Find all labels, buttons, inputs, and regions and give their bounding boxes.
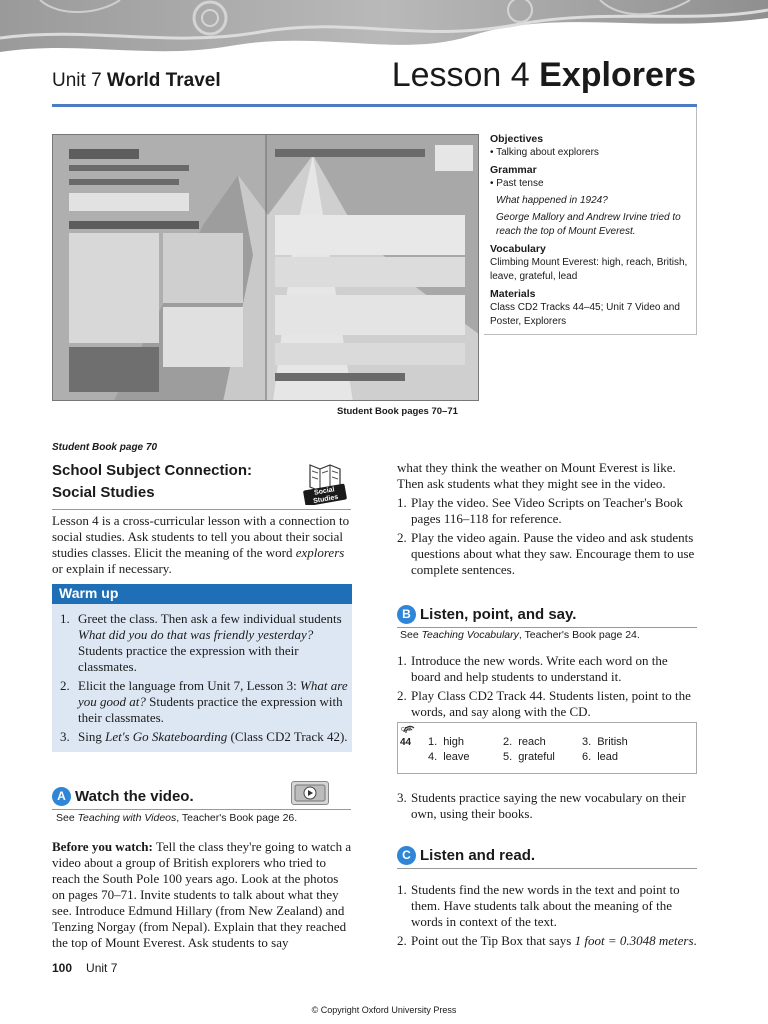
vocabulary-heading: Vocabulary <box>490 243 546 255</box>
section-b-step <box>397 653 697 685</box>
student-book-page-ref: Student Book page 70 <box>52 442 158 453</box>
section-b-badge: B <box>397 605 416 624</box>
section-c-title: Listen and read. <box>420 847 536 864</box>
intro-paragraph <box>52 513 350 577</box>
section-a-heading <box>52 787 194 806</box>
section-b-step <box>397 790 697 822</box>
section-a-reference <box>56 812 297 824</box>
video-continued-block <box>397 460 697 581</box>
reference-emphasis: Teaching Vocabulary <box>421 629 519 641</box>
warm-up-list <box>52 604 352 745</box>
objective-item: • Talking about explorers <box>490 147 599 158</box>
section-b-steps <box>397 653 697 723</box>
reference-text: , Teacher's Book page 24. <box>518 629 640 641</box>
video-steps-list <box>397 495 697 578</box>
step-text: Play the video again. Pause the video and ask students questions about what they saw. Encourage them to use complete sentences. <box>411 530 695 577</box>
before-you-watch-paragraph <box>52 839 352 951</box>
reference-text: See <box>400 629 422 641</box>
step-number: 2. <box>397 933 407 948</box>
vocabulary-word-number: 2. <box>503 736 513 748</box>
social-studies-map-icon <box>302 461 348 505</box>
step-text: Sing <box>78 729 106 744</box>
section-a-rule <box>52 809 351 810</box>
page-footer <box>52 961 117 975</box>
section-b-steps-continued <box>397 790 697 822</box>
section-c-step <box>397 882 697 930</box>
subject-connection-title-line-2: Social Studies <box>52 484 155 501</box>
section-c-step <box>397 933 697 949</box>
section-c-badge: C <box>397 846 416 865</box>
step-emphasis: 1 foot = 0.3048 meters <box>574 933 694 948</box>
step-text: Play Class CD2 Track 44. Students listen, point to the words, and say along with the CD. <box>411 688 691 719</box>
lesson-title <box>392 56 696 95</box>
materials-heading: Materials <box>490 288 536 300</box>
step-number: 1. <box>397 495 407 510</box>
vocabulary-word-number: 3. <box>582 736 592 748</box>
step-number: 3. <box>397 790 407 805</box>
vocabulary-word: grateful <box>518 751 555 763</box>
section-a-title: Watch the video. <box>75 788 194 805</box>
section-a-badge: A <box>52 787 71 806</box>
step-text: Students practice saying the new vocabulary on their own, using their books. <box>411 790 686 821</box>
step-emphasis: What are you good at? <box>78 678 348 709</box>
reference-text: , Teacher's Book page 26. <box>176 812 298 824</box>
grammar-item: • Past tense <box>490 178 544 189</box>
step-number: 1. <box>397 882 407 897</box>
intro-text: Lesson 4 is a cross-curricular lesson with a connection to social studies. Ask students to tell you about their social studies classes. Elicit the meaning of the word <box>52 513 350 560</box>
vocabulary-word-item <box>503 736 582 748</box>
objectives-heading: Objectives <box>490 133 544 145</box>
step-text: Students find the new words in the text and point to them. Have students talk about the meaning of the words in context of the text. <box>411 882 680 929</box>
vocabulary-word-number: 1. <box>428 736 438 748</box>
vocabulary-word: reach <box>518 736 546 748</box>
vocabulary-word: leave <box>443 751 470 763</box>
section-b-step <box>397 688 697 720</box>
cd-audio-icon <box>398 723 422 749</box>
vocabulary-word-number: 5. <box>503 751 513 763</box>
lesson-name: Explorers <box>539 56 696 94</box>
vocabulary-word: high <box>443 736 464 748</box>
vocabulary-text: Climbing Mount Everest: high, reach, British, leave, grateful, lead <box>490 257 688 282</box>
warm-up-heading: Warm up <box>52 584 352 604</box>
intro-text-end: or explain if necessary. <box>52 561 172 576</box>
step-text: (Class CD2 Track 42). <box>227 729 348 744</box>
grammar-heading: Grammar <box>490 164 537 176</box>
subject-connection-title-line-1: School Subject Connection: <box>52 462 253 479</box>
objectives-panel <box>484 107 697 335</box>
step-emphasis: What did you do that was friendly yesterday? <box>78 627 314 642</box>
vocabulary-word-grid <box>428 736 642 763</box>
vocabulary-word-item <box>582 751 642 763</box>
vocabulary-box <box>397 722 697 774</box>
warm-up-box <box>52 584 352 752</box>
video-step <box>397 495 697 527</box>
step-number: 2. <box>60 678 70 693</box>
step-text: Elicit the language from Unit 7, Lesson 3: <box>78 678 301 693</box>
social-studies-icon-label-2: Studies <box>312 493 339 505</box>
student-book-caption: Student Book pages 70–71 <box>337 406 458 417</box>
subject-connection-title <box>52 460 282 504</box>
before-you-watch-label: Before you watch: <box>52 839 153 854</box>
intro-emphasis: explorers <box>295 545 345 560</box>
step-text: Play the video. See Video Scripts on Teacher's Book pages 116–118 for reference. <box>411 495 684 526</box>
vocabulary-word-item <box>503 751 582 763</box>
step-emphasis: Let's Go Skateboarding <box>105 729 228 744</box>
section-b-heading <box>397 605 576 624</box>
unit-name: World Travel <box>106 70 221 91</box>
section-c-rule <box>397 868 697 869</box>
unit-number: Unit 7 <box>52 70 102 91</box>
step-number: 1. <box>60 611 70 626</box>
vocabulary-word-item <box>582 736 642 748</box>
vocabulary-word: lead <box>597 751 618 763</box>
step-number: 2. <box>397 688 407 703</box>
step-text: . <box>693 933 697 948</box>
section-b-reference <box>400 629 640 641</box>
continued-paragraph: what they think the weather on Mount Everest is like. Then ask students what they might see in the video. <box>397 460 676 491</box>
vocabulary-word: British <box>597 736 628 748</box>
grammar-example-question: What happened in 1924? <box>496 195 608 206</box>
cd-disc-label: CD2 <box>401 727 412 733</box>
section-c-steps <box>397 882 697 952</box>
reference-emphasis: Teaching with Videos <box>77 812 177 824</box>
step-text: Students practice the expression with their classmates. <box>78 643 299 674</box>
section-b-step-3 <box>397 790 697 825</box>
vocabulary-word-item <box>428 751 503 763</box>
lesson-number: Lesson 4 <box>391 56 530 94</box>
cd-track-number: 44 <box>400 737 412 748</box>
copyright-notice: © Copyright Oxford University Press <box>311 1005 457 1015</box>
subject-connection-rule <box>52 509 351 510</box>
vocabulary-word-item <box>428 736 503 748</box>
before-you-watch-text: Tell the class they're going to watch a video about a group of British explorers who tried to reach the South Pole 100 years ago. Look at the photos on pages 70–71. Invite students to talk about what they see. Introduce Edmund Hillary (from New Zealand) and Tenzing Norgay (from Nepal). Explain that they reached the top of Mount Everest. Ask students to say <box>52 839 352 950</box>
video-play-icon <box>291 781 329 805</box>
materials-text: Class CD2 Tracks 44–45; Unit 7 Video and Poster, Explorers <box>490 302 680 327</box>
student-book-spread-image <box>52 134 479 401</box>
vocabulary-word-number: 6. <box>582 751 592 763</box>
step-text: Point out the Tip Box that says <box>411 933 575 948</box>
step-number: 1. <box>397 653 407 668</box>
vocabulary-word-number: 4. <box>428 751 438 763</box>
unit-title <box>52 70 221 92</box>
step-text: Students practice the expression with their classmates. <box>78 694 343 725</box>
step-number: 2. <box>397 530 407 545</box>
step-text: Introduce the new words. Write each word on the board and help students to understand it. <box>411 653 668 684</box>
section-b-rule <box>397 627 697 628</box>
step-number: 3. <box>60 729 70 744</box>
footer-unit-label: Unit 7 <box>86 961 118 975</box>
warm-up-step <box>52 729 352 745</box>
warm-up-step <box>52 611 352 675</box>
page-number: 100 <box>52 961 73 975</box>
video-step <box>397 530 697 578</box>
warm-up-step <box>52 678 352 726</box>
social-studies-icon-label-1: Social <box>313 486 336 497</box>
section-c-heading <box>397 846 535 865</box>
reference-text: See <box>56 812 78 824</box>
section-b-title: Listen, point, and say. <box>420 606 577 623</box>
grammar-example-answer: George Mallory and Andrew Irvine tried to reach the top of Mount Everest. <box>496 212 681 237</box>
step-text: Greet the class. Then ask a few individual students <box>78 611 342 626</box>
